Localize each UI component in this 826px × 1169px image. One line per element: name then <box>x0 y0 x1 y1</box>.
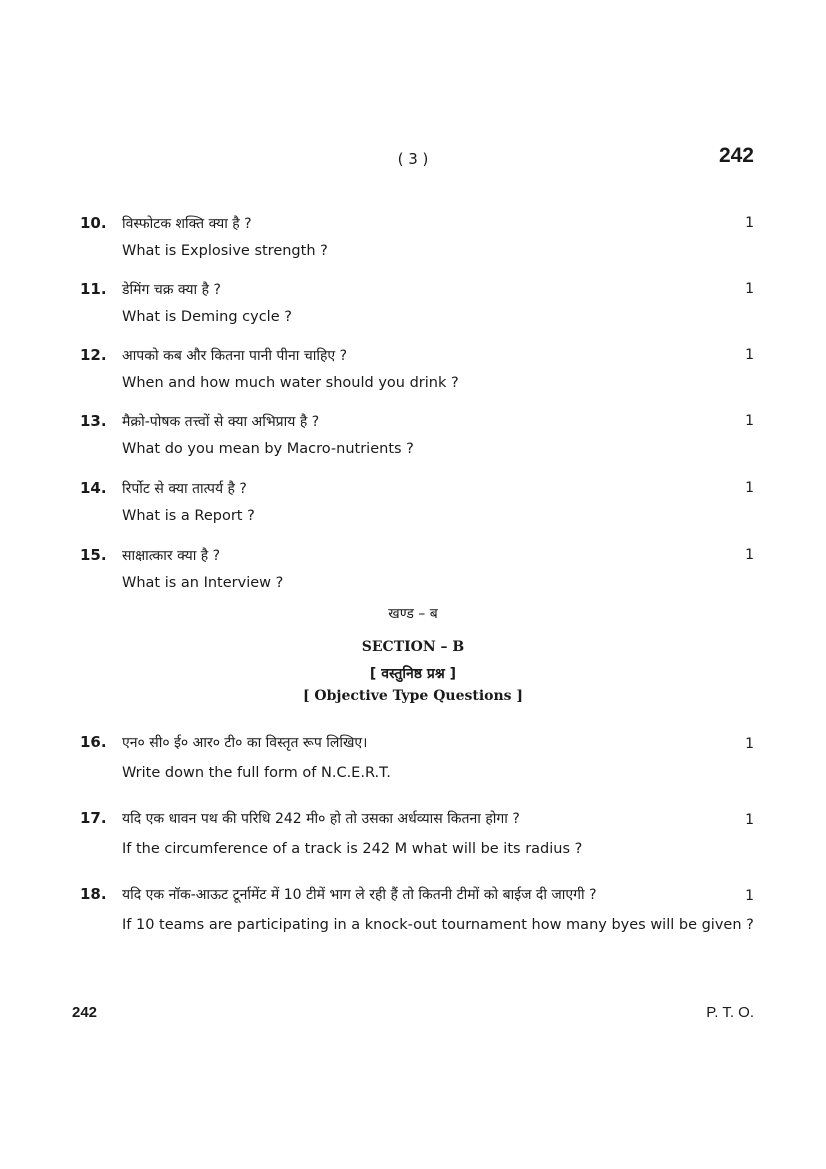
question-text-hindi: यदि एक धावन पथ की परिधि 242 मी० हो तो उसका अर्धव्यास कितना होगा ? <box>122 811 520 827</box>
question-marks: 1 <box>745 736 754 752</box>
question-text-hindi: एन० सी० ई० आर० टी० का विस्तृत रूप लिखिए। <box>122 735 368 751</box>
question-marks: 1 <box>745 888 754 904</box>
question-text-english: What is a Report ? <box>122 508 255 524</box>
question-marks: 1 <box>745 547 754 563</box>
question-number: 16. <box>80 733 107 751</box>
question-text-hindi: साक्षात्कार क्या है ? <box>122 548 221 564</box>
question-number: 15. <box>80 546 107 564</box>
question-18 <box>80 885 754 957</box>
question-text-hindi: रिर्पोट से क्या तात्पर्य है ? <box>122 481 247 497</box>
page-number: ( 3 ) <box>397 150 429 168</box>
question-text-english: If the circumference of a track is 242 M what will be its radius ? <box>122 841 583 857</box>
question-10 <box>80 214 754 264</box>
question-13 <box>80 412 754 462</box>
paper-code-top: 242 <box>718 144 754 167</box>
question-text-hindi: डेमिंग चक्र क्या है ? <box>122 282 221 298</box>
question-marks: 1 <box>745 413 754 429</box>
pto-label: P. T. O. <box>706 1004 754 1021</box>
question-text-english: When and how much water should you drink ? <box>122 375 459 391</box>
question-text-hindi: विस्फोटक शक्ति क्या है ? <box>122 216 252 232</box>
question-number: 11. <box>80 280 107 298</box>
question-text-hindi: यदि एक नॉक-आऊट टूर्नामेंट में 10 टीमें भाग ले रही हैं तो कितनी टीमों को बाईज दी जाएगी ? <box>122 887 597 903</box>
question-number: 14. <box>80 479 107 497</box>
question-text-english: If 10 teams are participating in a knock-out tournament how many byes will be given ? <box>122 917 754 933</box>
paper-code-bottom: 242 <box>72 1004 98 1021</box>
question-14 <box>80 479 754 529</box>
question-marks: 1 <box>745 812 754 828</box>
question-number: 18. <box>80 885 107 903</box>
question-text-hindi: मैक्रो-पोषक तत्त्वों से क्या अभिप्राय है ? <box>122 414 320 430</box>
question-number: 17. <box>80 809 107 827</box>
section-title-english: SECTION – B <box>361 639 465 655</box>
question-marks: 1 <box>745 281 754 297</box>
question-16 <box>80 733 754 785</box>
question-number: 10. <box>80 214 107 232</box>
question-marks: 1 <box>745 347 754 363</box>
question-17 <box>80 809 754 861</box>
question-15 <box>80 546 754 596</box>
section-title-hindi: खण्ड – ब <box>388 606 438 622</box>
question-marks: 1 <box>745 480 754 496</box>
question-number: 12. <box>80 346 107 364</box>
question-number: 13. <box>80 412 107 430</box>
section-subtitle-english: [ Objective Type Questions ] <box>302 688 524 704</box>
question-text-english: What is an Interview ? <box>122 575 284 591</box>
question-text-english: Write down the full form of N.C.E.R.T. <box>122 765 391 781</box>
section-subtitle-hindi: [ वस्तुनिष्ठ प्रश्न ] <box>369 666 457 682</box>
question-text-english: What do you mean by Macro-nutrients ? <box>122 441 414 457</box>
question-text-hindi: आपको कब और कितना पानी पीना चाहिए ? <box>122 348 348 364</box>
question-11 <box>80 280 754 330</box>
question-text-english: What is Deming cycle ? <box>122 309 292 325</box>
question-12 <box>80 346 754 396</box>
question-marks: 1 <box>745 215 754 231</box>
question-text-english: What is Explosive strength ? <box>122 243 328 259</box>
